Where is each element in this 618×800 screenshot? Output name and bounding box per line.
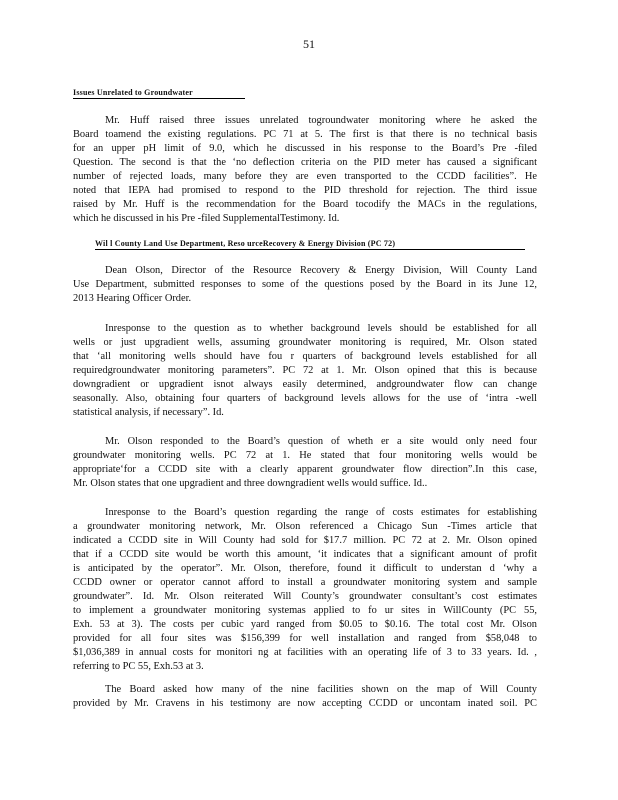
text-line: The Board asked how many of the nine facilities shown on the map of Will County bbox=[105, 684, 537, 695]
text-line: 2013 Hearing Officer Order. bbox=[73, 293, 192, 304]
text-line: provided for all four sites was $156,399 for well installation and ranged from $58,048 to bbox=[73, 633, 537, 644]
text-line: which he discussed in his Pre -filed SupplementalTestimony. Id. bbox=[73, 213, 340, 224]
text-line: that if a CCDD site would be worth this amount, ‘it indicates that a significant amount of profit bbox=[73, 549, 537, 560]
text-line: Mr. Huff raised three issues unrelated togroundwater monitoring where he asked the bbox=[105, 115, 537, 126]
text-line: Use Department, submitted responses to some of the questions posed by the Board in its June 12, bbox=[73, 279, 537, 290]
text-line: appropriate‘for a CCDD site with a clearly apparent groundwater flow direction”.In this case, bbox=[73, 464, 537, 475]
text-line: number of rejected loads, many before they are even transported to the CCDD facilities”. He bbox=[73, 171, 537, 182]
text-line: seasonally. Also, obtaining four quarters of background levels allows for the use of ‘intra -well bbox=[73, 393, 537, 404]
text-line: to implement a groundwater monitoring systemas applied to fo ur sites in WillCounty (PC 55, bbox=[73, 605, 537, 616]
text-line: noted that IEPA had promised to respond to the PID threshold for rejection. The third issue bbox=[73, 185, 537, 196]
text-line: requiredgroundwater monitoring parameters”. PC 72 at 1. Mr. Olson opined that this is because bbox=[73, 365, 537, 376]
text-line: Mr. Olson states that one upgradient and three downgradient wells would suffice. Id.. bbox=[73, 478, 428, 489]
text-line: Exh. 53 at 3). The costs per cubic yard ranged from $0.05 to $0.16. The total cost Mr. Olson bbox=[73, 619, 537, 630]
text-line: Board toamend the existing regulations. PC 71 at 5. The first is that there is no technical basis bbox=[73, 129, 537, 140]
text-line: Mr. Olson responded to the Board’s question of wheth er a site would only need four bbox=[105, 436, 537, 447]
text-line: Dean Olson, Director of the Resource Recovery & Energy Division, Will County Land bbox=[105, 265, 537, 276]
text-line: wells or just upgradient wells, assuming groundwater monitoring is required, Mr. Olson stated bbox=[73, 337, 537, 348]
page-number: 51 bbox=[303, 37, 315, 51]
text-line: provided by Mr. Cravens in his testimony are now accepting CCDD or uncontam inated soil. PC bbox=[73, 698, 537, 709]
text-line: Inresponse to the question as to whether background levels should be established for all bbox=[105, 323, 537, 334]
text-line: statistical analysis, if necessary”. Id. bbox=[73, 407, 224, 418]
text-line: for an upper pH limit of 9.0, which he discussed in his response to the Board’s Pre -filed bbox=[73, 143, 537, 154]
text-line: Question. The second is that the ‘no deflection criteria on the PID meter has caused a significant bbox=[73, 157, 537, 168]
text-line: Inresponse to the Board’s question regarding the range of costs estimates for establishing bbox=[105, 507, 537, 518]
text-line: CCDD owner or operator cannot afford to install a groundwater monitoring system and sample bbox=[73, 577, 537, 588]
text-line: groundwater”. Id. Mr. Olson reiterated Will County’s groundwater consultant’s cost estimates bbox=[73, 591, 537, 602]
text-line: referring to PC 55, Exh.53 at 3. bbox=[73, 661, 204, 672]
text-line: raised by Mr. Huff is the recommendation for the Board tocodify the MACs in the regulations, bbox=[73, 199, 537, 210]
section-heading-unrelated-issues: Issues Unrelated to Groundwater bbox=[73, 88, 245, 99]
text-line: a groundwater monitoring network, Mr. Olson referenced a Chicago Sun -Times article that bbox=[73, 521, 537, 532]
paragraph-board-question-facilities bbox=[73, 683, 537, 711]
paragraph-dean-olson-intro bbox=[73, 264, 537, 306]
text-line: that ‘all monitoring wells should have fou r quarters of background levels established for all bbox=[73, 351, 537, 362]
text-line: downgradient or upgradient isnot always easily determined, andgroundwater flow can change bbox=[73, 379, 537, 390]
text-line: $1,036,389 in annual costs for monitori ng at facilities with an operating life of 3 to 33 years. Id. , bbox=[73, 647, 537, 658]
paragraph-cost-estimates bbox=[73, 506, 537, 674]
text-line: groundwater monitoring wells. PC 72 at 1. He stated that four monitoring wells would be bbox=[73, 450, 537, 461]
paragraph-huff-issues bbox=[73, 114, 537, 226]
paragraph-four-wells bbox=[73, 435, 537, 491]
section-heading-will-county: Wil l County Land Use Department, Reso urceRecovery & Energy Division (PC 72) bbox=[95, 239, 525, 250]
text-line: is anticipated by the operator”. Mr. Olson, therefore, found it difficult to understan d ‘why a bbox=[73, 563, 537, 574]
paragraph-background-levels bbox=[73, 322, 537, 420]
text-line: indicated a CCDD site in Will County had sold for $17.7 million. PC 72 at 2. Mr. Olson opined bbox=[73, 535, 537, 546]
